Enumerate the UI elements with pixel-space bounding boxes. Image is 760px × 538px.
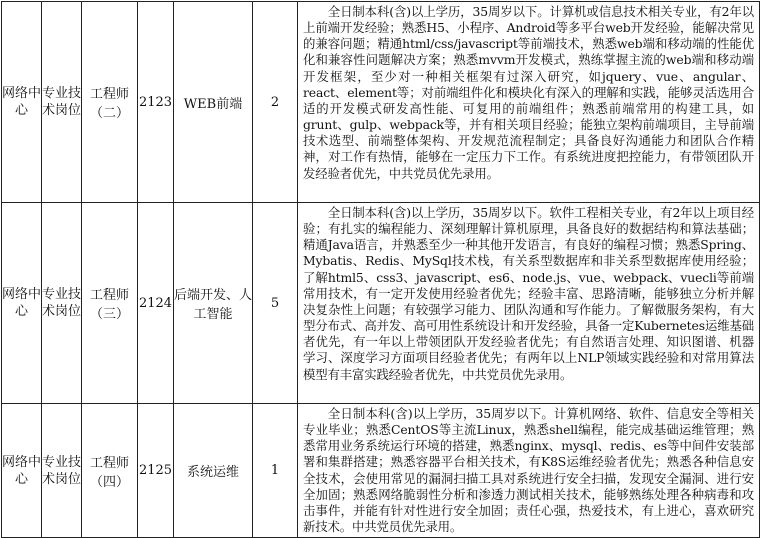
post-type-cell: 专业技术岗位 [42, 404, 82, 538]
table-row [2, 404, 760, 538]
position-cell: 后端开发、人工智能 [174, 203, 253, 404]
position-cell: 系统运维 [174, 404, 253, 538]
job-title-cell: 工程师（四） [82, 404, 138, 538]
requirements-text: 全日制本科(含)以上学历，35周岁以下。计算机网络、软件、信息安全等相关专业毕业；熟悉CentOS等主流Linux，熟悉shell编程，能完成基础运维管理；熟悉常用业务系统运行环境的搭建，熟悉nginx、mysql、redis、es等中间件安装部署和集群搭建；熟悉容器平台相关技术，有K8S运维经验者优先；熟悉各种信息安全技术，会使用常见的漏洞扫描工具对系统进行安全扫描，发现安全漏洞、进行安全加固；熟悉网络脆弱性分析和渗透力测试相关技术，能够熟练处理各种病毒和攻击事件，并能有针对性进行安全加固；责任心强，热爱技术，有上进心，喜欢研究新技术。中共党员优先录用。 [303, 406, 754, 535]
headcount-cell: 2 [253, 2, 298, 203]
job-code-cell: 2125 [138, 404, 174, 538]
job-code-cell: 2123 [138, 2, 174, 203]
post-type-cell: 专业技术岗位 [42, 203, 82, 404]
requirements-cell [298, 404, 760, 538]
requirements-text: 全日制本科(含)以上学历，35周岁以下。计算机或信息技术相关专业，有2年以上前端开发经验；熟悉H5、小程序、Android等多平台web开发经验，能解决常见的兼容问题；精通html/css/javascript等前端技术，熟悉web端和移动端的性能优化和兼容性问题解决方案；熟悉mvvm开发模式，熟练掌握主流的web端和移动端开发框架，至少对一种相关框架有过深入研究，如jquery、vue、angular、react、element等；对前端组件化和模块化有深入的理解和实践，能够灵活选用合适的开发模式研发高性能、可复用的前端组件；熟悉前端常用的构建工具，如grunt、gulp、webpack等，并有相关项目经验；能独立架构前端项目，主导前端技术选型、前端整体架构、开发规范流程制定；具备良好沟通能力和团队合作精神，对工作有热情，能够在一定压力下工作。有系统进度把控能力，有带领团队开发经验者优先，中共党员优先录用。 [303, 4, 754, 181]
job-table [1, 1, 760, 538]
department-cell: 网络中心 [2, 2, 42, 203]
requirements-cell [298, 2, 760, 203]
department-cell: 网络中心 [2, 404, 42, 538]
headcount-cell: 5 [253, 203, 298, 404]
requirements-text: 全日制本科(含)以上学历，35周岁以下。软件工程相关专业，有2年以上项目经验；有扎实的编程能力、深刻理解计算机原理，具备良好的数据结构和算法基础；精通Java语言，并熟悉至少一种其他开发语言，有良好的编程习惯；熟悉Spring、Mybatis、Redis、MySql技术栈，有关系型数据库和非关系型数据库使用经验；了解html5、css3、javascript、es6、node.js、vue、webpack、vuecli等前端常用技术，有一定开发使用经验者优先；经验丰富、思路清晰，能够独立分析并解决复杂性上问题；有较强学习能力、团队沟通和写作能力。了解微服务架构，有大型分布式、高并发、高可用性系统设计和开发经验，具备一定Kubernetes运维基础者优先，有一年以上带领团队开发经验者优先；有自然语言处理、知识图谱、机器学习、深度学习方面项目经验者优先；有两年以上NLP领域实践经验和对常用算法模型有丰富实践经验者优先，中共党员优先录用。 [303, 205, 754, 382]
post-type-cell: 专业技术岗位 [42, 2, 82, 203]
position-cell: WEB前端 [174, 2, 253, 203]
table-row [2, 203, 760, 404]
department-cell: 网络中心 [2, 203, 42, 404]
job-code-cell: 2124 [138, 203, 174, 404]
requirements-cell [298, 203, 760, 404]
job-title-cell: 工程师（三） [82, 203, 138, 404]
table-row [2, 2, 760, 203]
job-title-cell: 工程师（二） [82, 2, 138, 203]
headcount-cell: 1 [253, 404, 298, 538]
